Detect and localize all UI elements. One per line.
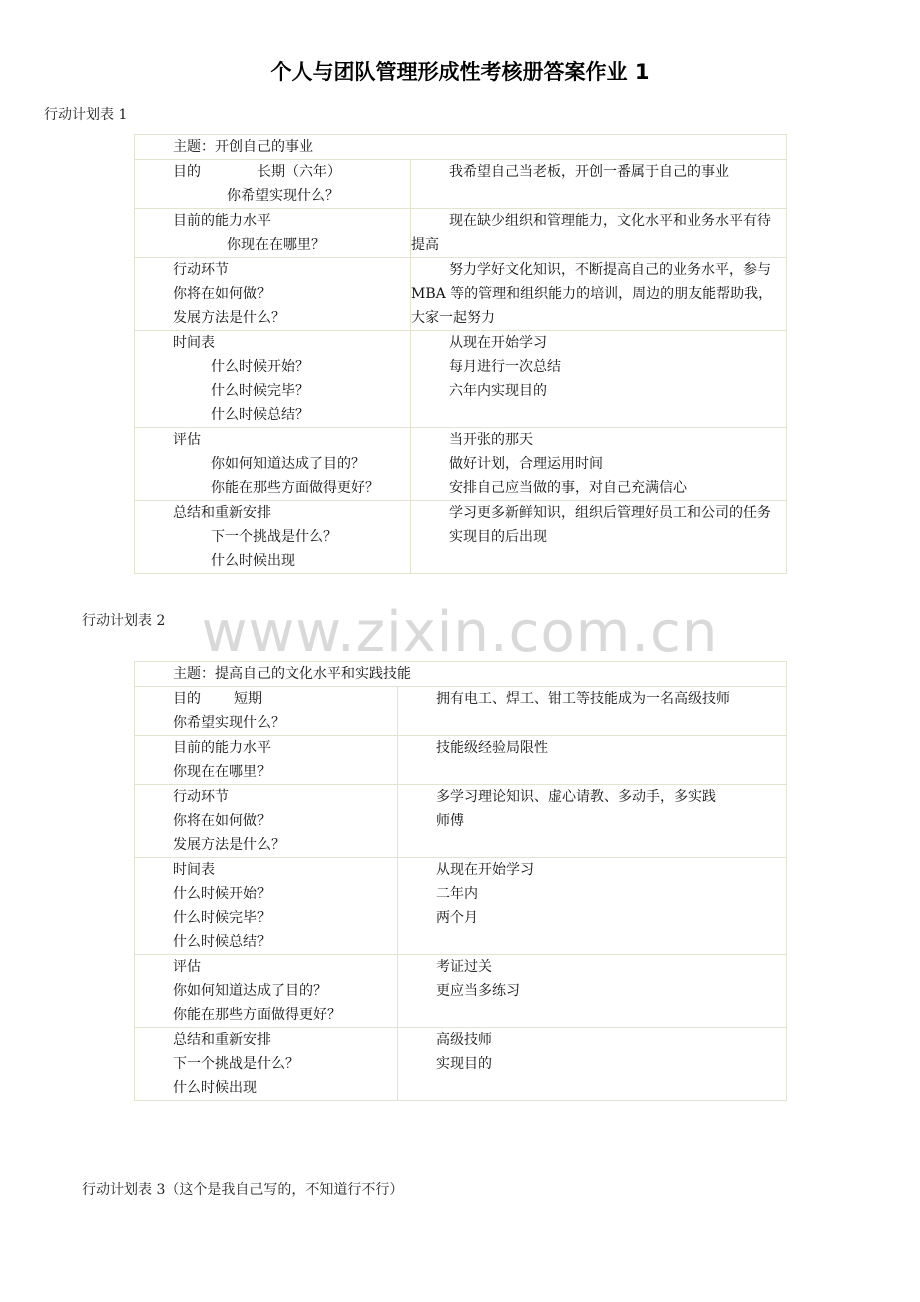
goal-question: 你希望实现什么？ — [227, 188, 339, 204]
schedule-answer-1: 从现在开始学习 — [449, 335, 547, 351]
evaluation-label: 评估 — [173, 432, 201, 448]
action-answer: 努力学好文化知识，不断提高自己的业务水平，参与 MBA 等的管理和组织能力的培训，周边的朋友能帮助我，大家一起努力 — [411, 262, 773, 326]
goal-answer: 我希望自己当老板，开创一番属于自己的事业 — [449, 164, 729, 180]
summary-label: 总结和重新安排 — [173, 505, 271, 521]
summary-label: 总结和重新安排 — [173, 1032, 271, 1048]
evaluation-answer-1: 当开张的那天 — [449, 432, 533, 448]
schedule-answer-3: 两个月 — [436, 910, 478, 926]
schedule-question-review: 什么时候总结？ — [211, 407, 309, 423]
goal-answer: 拥有电工、焊工、钳工等技能成为一名高级技师 — [436, 691, 730, 707]
schedule-answer-2: 二年内 — [436, 886, 478, 902]
action-answer-1: 多学习理论知识、虚心请教、多动手，多实践 — [436, 789, 716, 805]
table-row — [135, 209, 787, 258]
summary-answer-2: 实现目的后出现 — [449, 529, 547, 545]
action-question-1: 你将在如何做？ — [173, 813, 271, 829]
plan2-label: 行动计划表 2 — [82, 613, 166, 629]
goal-label: 目的 长期（六年） — [173, 164, 341, 180]
evaluation-answer-1: 考证过关 — [436, 959, 492, 975]
table-row — [135, 428, 787, 501]
evaluation-answer-2: 更应当多练习 — [436, 983, 520, 999]
plan1-theme: 主题：开创自己的事业 — [173, 139, 313, 155]
schedule-question-end: 什么时候完毕？ — [173, 910, 271, 926]
table-row — [135, 785, 787, 858]
action-label: 行动环节 — [173, 789, 229, 805]
plan2-table — [134, 661, 787, 1101]
evaluation-question-1: 你如何知道达成了目的？ — [173, 983, 327, 999]
plan1-theme-row — [135, 135, 787, 160]
table-row — [135, 858, 787, 955]
schedule-label: 时间表 — [173, 335, 215, 351]
table-row — [135, 1028, 787, 1101]
evaluation-question-2: 你能在那些方面做得更好？ — [173, 1007, 341, 1023]
summary-question-1: 下一个挑战是什么？ — [173, 1056, 299, 1072]
table-row — [135, 955, 787, 1028]
action-label: 行动环节 — [173, 262, 229, 278]
summary-answer-2: 实现目的 — [436, 1056, 492, 1072]
ability-label: 目前的能力水平 — [173, 213, 271, 229]
schedule-answer-3: 六年内实现目的 — [449, 383, 547, 399]
table-row — [135, 736, 787, 785]
plan2-theme-row — [135, 662, 787, 687]
table-row — [135, 258, 787, 331]
summary-question-2: 什么时候出现 — [211, 553, 295, 569]
ability-label: 目前的能力水平 — [173, 740, 271, 756]
summary-question-2: 什么时候出现 — [173, 1080, 257, 1096]
plan1-table — [134, 134, 787, 574]
table-row — [135, 331, 787, 428]
table-row — [135, 501, 787, 574]
schedule-question-start: 什么时候开始？ — [173, 886, 271, 902]
action-question-1: 你将在如何做？ — [173, 286, 271, 302]
evaluation-answer-2: 做好计划，合理运用时间 — [449, 456, 603, 472]
schedule-answer-2: 每月进行一次总结 — [449, 359, 561, 375]
watermark: www.zixin.com.cn — [201, 600, 719, 665]
evaluation-question-1: 你如何知道达成了目的？ — [211, 456, 365, 472]
goal-question: 你希望实现什么？ — [173, 715, 285, 731]
ability-answer: 现在缺少组织和管理能力，文化水平和业务水平有待提高 — [411, 213, 771, 253]
summary-answer-1: 学习更多新鲜知识，组织后管理好员工和公司的任务 — [449, 505, 771, 521]
schedule-label: 时间表 — [173, 862, 215, 878]
ability-answer: 技能级经验局限性 — [436, 740, 548, 756]
schedule-question-start: 什么时候开始？ — [211, 359, 309, 375]
summary-question-1: 下一个挑战是什么？ — [211, 529, 337, 545]
action-question-2: 发展方法是什么？ — [173, 837, 285, 853]
ability-question: 你现在在哪里？ — [227, 237, 325, 253]
goal-label: 目的 短期 — [173, 691, 262, 707]
plan2-theme: 主题：提高自己的文化水平和实践技能 — [173, 666, 411, 682]
evaluation-label: 评估 — [173, 959, 201, 975]
action-question-2: 发展方法是什么？ — [173, 310, 285, 326]
plan3-label: 行动计划表 3（这个是我自己写的，不知道行不行） — [82, 1182, 404, 1198]
evaluation-answer-3: 安排自己应当做的事，对自己充满信心 — [449, 480, 687, 496]
page-title: 个人与团队管理形成性考核册答案作业 1 — [270, 60, 650, 84]
plan1-label: 行动计划表 1 — [44, 107, 128, 123]
summary-answer-1: 高级技师 — [436, 1032, 492, 1048]
table-row — [135, 160, 787, 209]
schedule-question-end: 什么时候完毕？ — [211, 383, 309, 399]
schedule-question-review: 什么时候总结？ — [173, 934, 271, 950]
schedule-answer-1: 从现在开始学习 — [436, 862, 534, 878]
ability-question: 你现在在哪里？ — [173, 764, 271, 780]
evaluation-question-2: 你能在那些方面做得更好？ — [211, 480, 379, 496]
action-answer-2: 师傅 — [436, 813, 464, 829]
table-row — [135, 687, 787, 736]
